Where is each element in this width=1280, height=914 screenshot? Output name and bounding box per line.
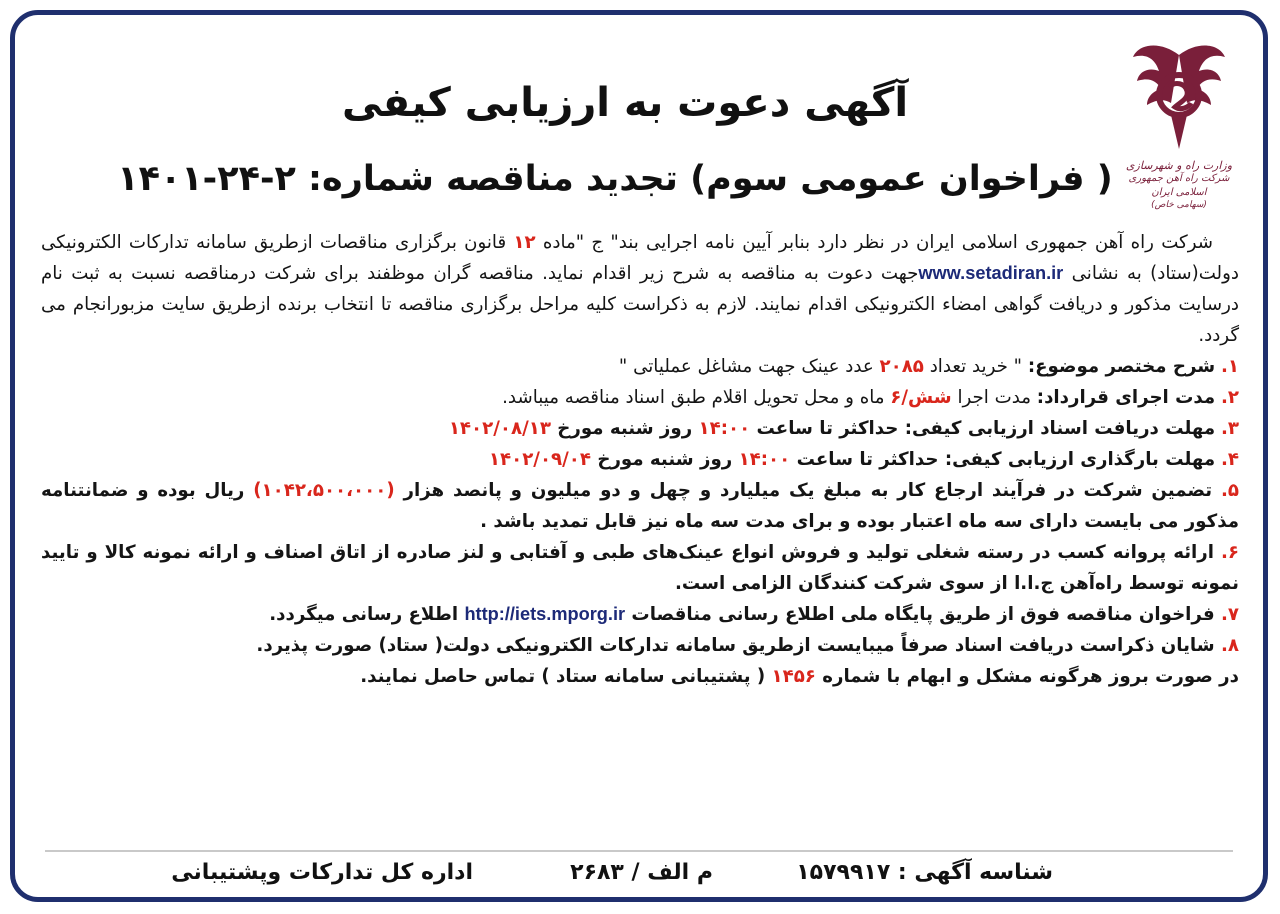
upload-deadline-date: ۱۴۰۲/۰۹/۰۴ — [488, 449, 591, 470]
intro-text-3: جهت دعوت به مناقصه به شرح زیر اقدام نماید. مناقصه گران موظفند برای شرکت درمناقصه نسبت به ثبت نام درسایت مذکور و دریافت گواهی امضاء الکترونیکی اقدام نمایند. لازم به ذکراست کلیه مراحل برگزاری مناقصه تا انتخاب برنده ازطریق سایت مزبورانجام می گردد. — [41, 263, 1239, 346]
item-text: فراخوان مناقصه فوق از طریق پایگاه ملی اطلاع رسانی مناقصات — [625, 604, 1221, 625]
item-label: مهلت دریافت اسناد ارزیابی کیفی: — [904, 418, 1216, 439]
item-4 — [41, 444, 1239, 475]
railway-logo — [1113, 37, 1245, 237]
item-number: ۶. — [1220, 542, 1239, 563]
item-text: حداکثر تا ساعت — [750, 418, 905, 439]
ad-title: آگهی دعوت به ارزیابی کیفی — [341, 80, 909, 126]
ad-id — [796, 860, 1053, 885]
guarantee-amount: (۱۰۴۲،۵۰۰،۰۰۰) — [253, 480, 395, 501]
upload-deadline-time: ۱۴:۰۰ — [738, 449, 791, 470]
item-text: در صورت بروز هرگونه مشکل و ابهام با شماره — [815, 666, 1239, 687]
item-1 — [41, 351, 1239, 382]
intro-paragraph — [41, 227, 1239, 351]
item-number: ۸. — [1220, 635, 1239, 656]
subtitle-text: ( فراخوان عمومی سوم) تجدید مناقصه شماره: — [308, 159, 1113, 199]
receive-deadline-date: ۱۴۰۲/۰۸/۱۳ — [448, 418, 551, 439]
closing-note — [41, 661, 1239, 692]
company-type: (سهامی خاص) — [1151, 200, 1207, 210]
item-text: اطلاع رسانی میگردد. — [269, 604, 465, 625]
article-number: ۱۲ — [513, 232, 536, 253]
company-name: شرکت راه آهن جمهوری اسلامی ایران — [1128, 173, 1230, 198]
item-8 — [41, 630, 1239, 661]
setadiran-link[interactable]: www.setadiran.ir — [918, 263, 1064, 283]
ad-footer — [45, 860, 1233, 900]
item-label: مدت اجرای قرارداد: — [1036, 387, 1216, 408]
item-label: مهلت بارگذاری ارزیابی کیفی: — [944, 449, 1216, 470]
ad-frame — [10, 10, 1268, 902]
item-7 — [41, 599, 1239, 630]
item-text: ماه و محل تحویل اقلام طبق اسناد مناقصه میباشد. — [502, 387, 891, 408]
ad-body — [41, 227, 1239, 692]
department-name: اداره کل تدارکات وپشتیبانی — [171, 860, 473, 885]
item-number: ۵. — [1220, 480, 1239, 501]
ministry-name: وزارت راه و شهرسازی — [1125, 159, 1233, 172]
item-text: شایان ذکراست دریافت اسناد صرفاً میبایست ازطریق سامانه تدارکات الکترونیکی دولت( ستاد) صورت پذیرد. — [256, 635, 1221, 656]
item-number: ۳. — [1220, 418, 1239, 439]
intro-text-1: شرکت راه آهن جمهوری اسلامی ایران در نظر دارد بنابر آیین نامه اجرایی بند" ج "ماده — [535, 232, 1213, 253]
intro-text-2: قانون برگزاری مناقصات ازطریق سامانه تدارکات الکترونیکی دولت(ستاد) به نشانی — [41, 232, 1239, 284]
item-6 — [41, 537, 1239, 599]
item-number: ۲. — [1220, 387, 1239, 408]
item-5 — [41, 475, 1239, 537]
tender-number: ۲-۲۴-۱۴۰۱ — [117, 159, 296, 199]
item-text: " خرید تعداد — [923, 356, 1028, 377]
item-number: ۴. — [1220, 449, 1239, 470]
item-text: ارائه پروانه کسب در رسته شغلی تولید و فروش انواع عینک‌های طبی و آفتابی و لنز صادره از اتاق اصناف و ارائه نمونه کالا و تایید نمونه توسط راه‌آهن ج.ا.ا از سوی شرکت کنندگان الزامی است. — [41, 542, 1239, 594]
item-text: حداکثر تا ساعت — [790, 449, 945, 470]
ad-id-label: شناسه آگهی : — [890, 860, 1053, 885]
winged-emblem-icon — [1131, 37, 1227, 155]
item-number: ۷. — [1220, 604, 1239, 625]
item-3 — [41, 413, 1239, 444]
receive-deadline-time: ۱۴:۰۰ — [698, 418, 751, 439]
item-text: ریال بوده و ضمانتنامه مذکور می بایست دارای سه ماه اعتبار بوده و برای مدت سه ماه نیز قابل تمدید باشد . — [41, 480, 1239, 532]
item-number: ۱. — [1220, 356, 1239, 377]
item-text: روز شنبه مورخ — [591, 449, 739, 470]
item-label: شرح مختصر موضوع: — [1027, 356, 1216, 377]
ad-subtitle — [75, 155, 1155, 203]
contract-duration: شش/۶ — [890, 387, 952, 408]
ad-id-value: ۱۵۷۹۹۱۷ — [796, 860, 891, 885]
item-2 — [41, 382, 1239, 413]
item-text: ( پشتیبانی سامانه ستاد ) تماس حاصل نمایند. — [360, 666, 772, 687]
ad-code: م الف / ۲۶۸۳ — [570, 860, 713, 885]
iets-link[interactable]: http://iets.mporg.ir — [464, 604, 626, 624]
item-text: عدد عینک جهت مشاغل عملیاتی " — [618, 356, 880, 377]
item-text: تضمین شرکت در فرآیند ارجاع کار به مبلغ یک میلیارد و چهل و دو میلیون و پانصد هزار — [394, 480, 1221, 501]
footer-divider — [45, 850, 1233, 852]
support-phone: ۱۴۵۶ — [771, 666, 816, 687]
glasses-quantity: ۲۰۸۵ — [879, 356, 924, 377]
item-text: روز شنبه مورخ — [550, 418, 699, 439]
item-text: مدت اجرا — [951, 387, 1037, 408]
